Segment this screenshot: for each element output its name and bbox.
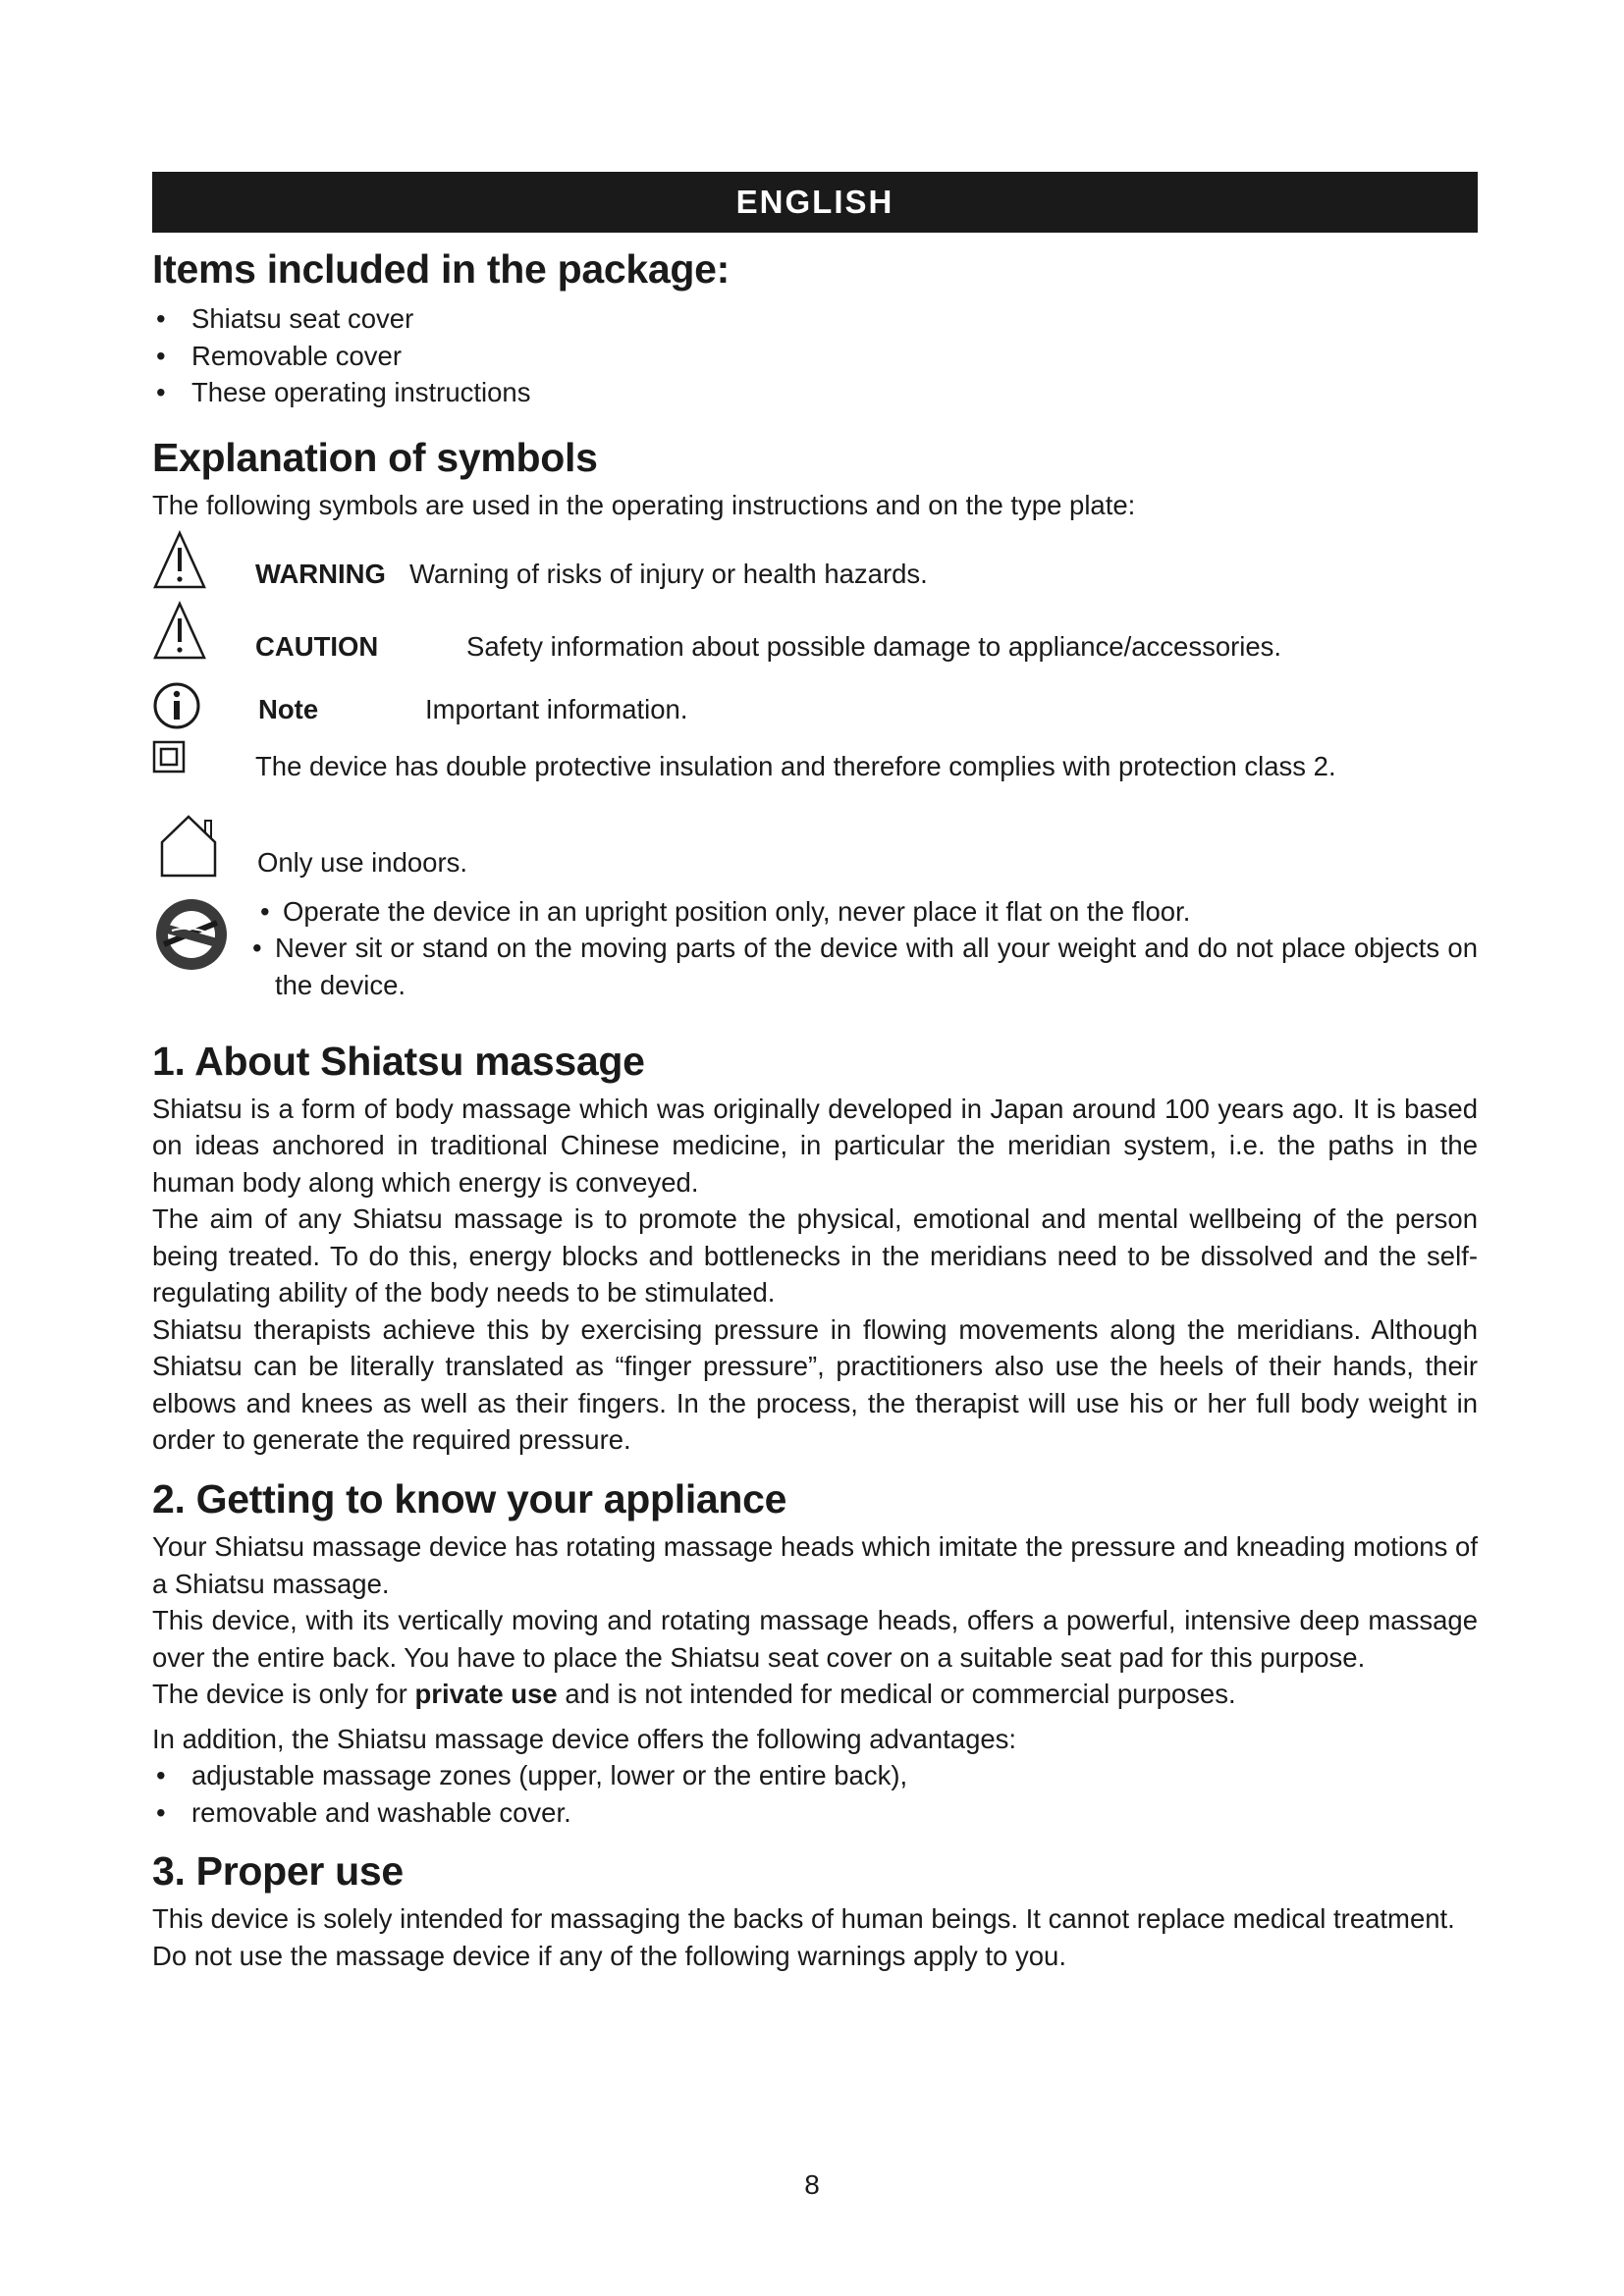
prohibition-list [252,893,1478,1004]
caution-row [152,601,1478,675]
section-2-paragraph: Your Shiatsu massage device has rotating massage heads which imitate the pressure and kneading motions of a Shiatsu massage. [152,1531,1478,1599]
note-text: Important information. [425,693,688,724]
list-item [258,893,1478,931]
list-item: • removable and washable cover. [152,1794,1478,1832]
section-1-paragraph: Shiatsu therapists achieve this by exercising pressure in flowing movements along the meridians. Although Shiatsu can be literally translated as “finger pressure”, practitioners also use the heels of their hands, their elbows and knees as well as their fingers. In the process, the therapist will use his or her full body weight in order to generate the required pressure. [152,1313,1478,1456]
section-2-paragraph [152,1676,1478,1713]
section-1-paragraph: The aim of any Shiatsu massage is to promote the physical, emotional and mental wellbeing of the person being treated. To do this, energy blocks and bottlenecks in the meridians need to be dissolved and the self-regulating ability of the body needs to be stimulated. [152,1203,1478,1308]
protection-row [152,736,1478,807]
warning-triangle-icon [152,530,207,591]
section-3-paragraph: This device is solely intended for massaging the backs of human beings. It cannot replace medical treatment. [152,1903,1455,1935]
indoors-row [152,807,1478,885]
prohibition-item-text: Operate the device in an upright position only, never place it flat on the floor. [283,895,1191,927]
section-2-paragraph: This device, with its vertically moving and rotating massage heads, offers a powerful, intensive deep massage over the entire back. You have to place the Shiatsu seat cover on a suitable seat pad for this purpose. [152,1605,1478,1673]
section-3-body [152,1900,1478,1974]
bullet: • [252,933,262,963]
prohibited-icon [152,895,231,974]
note-label: Note [258,693,319,724]
section-1-body [152,1091,1478,1459]
text-span: and is not intended for medical or commercial purposes. [557,1679,1236,1709]
prohibition-item-text: Never sit or stand on the moving parts of the device with all your weight and do not place objects on the device. [275,933,1478,1000]
section-2-heading: 2. Getting to know your appliance [152,1475,787,1522]
list-item: • Removable cover [152,338,1478,375]
warning-label: WARNING [255,558,386,589]
language-header: ENGLISH [152,172,1478,233]
section-1-heading: 1. About Shiatsu massage [152,1038,645,1084]
list-item: • adjustable massage zones (upper, lower or the entire back), [152,1757,1478,1794]
package-heading: Items included in the package: [152,246,730,292]
double-insulation-icon [152,740,186,774]
note-row [152,675,1478,736]
bullet: • [260,895,270,927]
page-number: 8 [804,2169,820,2200]
caution-text: Safety information about possible damage to appliance/accessories. [466,630,1282,662]
section-2-body [152,1528,1478,1831]
indoors-text: Only use indoors. [257,846,467,878]
section-2-paragraph: In addition, the Shiatsu massage device offers the following advantages: [152,1723,1017,1754]
warning-row [152,530,1478,601]
protection-text: The device has double protective insulation and therefore complies with protection class 2. [255,750,1336,781]
package-list [152,300,1478,411]
list-item: • These operating instructions [152,374,1478,411]
symbols-intro: The following symbols are used in the operating instructions and on the type plate: [152,490,1136,520]
advantages-list [152,1757,1478,1831]
warning-triangle-icon [152,601,207,662]
house-icon [152,807,225,878]
private-use-emphasis: private use [414,1679,558,1709]
prohibition-row [152,895,1478,1013]
manual-page [152,172,1478,1974]
warning-text: Warning of risks of injury or health hazards. [409,558,928,589]
info-circle-icon [152,681,201,730]
section-1-paragraph: Shiatsu is a form of body massage which was originally developed in Japan around 100 years ago. It is based on ideas anchored in traditional Chinese medicine, in particular the meridian system, i.e. the paths in the human body along which energy is conveyed. [152,1093,1478,1198]
section-3-paragraph: Do not use the massage device if any of the following warnings apply to you. [152,1940,1066,1971]
section-3-heading: 3. Proper use [152,1848,404,1894]
symbols-heading: Explanation of symbols [152,434,598,480]
list-item: • Shiatsu seat cover [152,300,1478,338]
text-span: The device is only for [152,1679,415,1709]
caution-label: CAUTION [255,630,379,662]
list-item [250,930,1478,1003]
